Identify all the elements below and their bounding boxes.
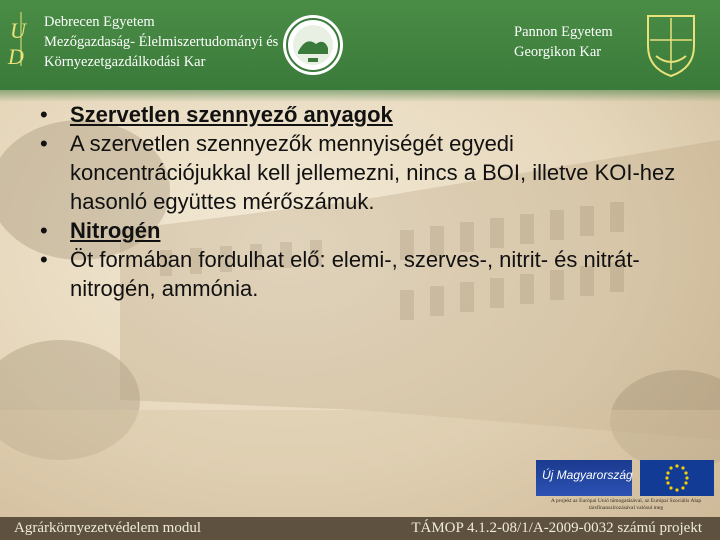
- bullet-heading-nitrogen: Nitrogén: [70, 218, 161, 243]
- bullet-text-inorganic-description: A szervetlen szennyezők mennyiségét egyedi koncentrációjukkal kell jellemezni, nincs a BOI, illetve KOI-hez hasonló együttes mérőszámuk.: [70, 131, 676, 214]
- ud-logo-icon: [6, 8, 36, 68]
- bullet-heading-inorganic-pollutants: Szervetlen szennyező anyagok: [70, 102, 393, 127]
- eu-flag-icon: [640, 460, 714, 496]
- svg-text:U: U: [10, 18, 26, 43]
- header-right-line-1: Pannon Egyetem: [514, 24, 613, 40]
- funding-note: A projekt az Európai Unió támogatásával, az Európai Szociális Alap társfinanszírozásával valósul meg: [550, 498, 702, 511]
- georgikon-crest-icon: [640, 10, 702, 78]
- svg-text:D: D: [8, 44, 24, 68]
- bullet-text-nitrogen-forms: Öt formában fordulhat elő: elemi-, szerves-, nitrit- és nitrát-nitrogén, ammónia.: [70, 247, 640, 301]
- bullet-marker: •: [40, 247, 48, 272]
- bullet-item: [40, 245, 680, 303]
- header-left-line-2: Mezőgazdaság- Élelmiszertudományi és: [44, 34, 279, 50]
- university-seal-icon: [282, 14, 344, 76]
- uj-magyarorszag-logo: [536, 460, 632, 496]
- bullet-marker: •: [40, 131, 48, 156]
- bullet-marker: •: [40, 218, 48, 243]
- bullet-item: [40, 129, 680, 216]
- header-left-line-3: Környezetgazdálkodási Kar: [44, 54, 206, 70]
- bullet-item: [40, 216, 680, 245]
- header-left-line-1: Debrecen Egyetem: [44, 14, 155, 30]
- bullet-marker: •: [40, 102, 48, 127]
- header-right-line-2: Georgikon Kar: [514, 44, 602, 60]
- footer-band: [0, 517, 720, 540]
- footer-project-id: TÁMOP 4.1.2-08/1/A-2009-0032 számú projekt: [411, 520, 702, 536]
- uj-magyarorszag-logo-text: Új Magyarország: [542, 468, 633, 482]
- slide-content: [40, 100, 680, 303]
- funding-logos: [536, 460, 716, 516]
- header-right-institution: [514, 22, 613, 62]
- bullet-item: [40, 100, 680, 129]
- header-band: [0, 0, 720, 90]
- header-left-institution: [44, 12, 278, 72]
- footer-module-title: Agrárkörnyezetvédelem modul: [14, 520, 202, 536]
